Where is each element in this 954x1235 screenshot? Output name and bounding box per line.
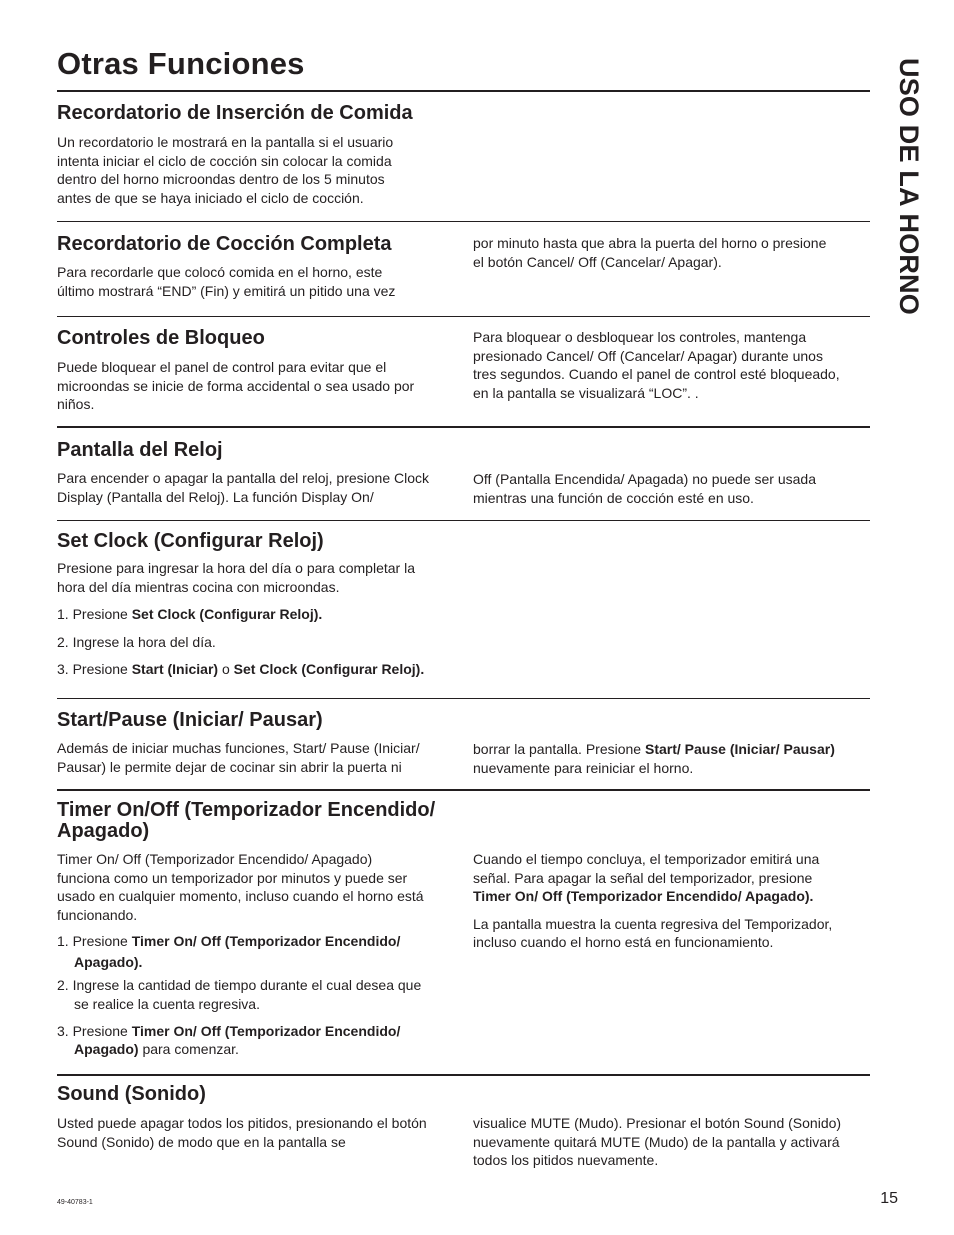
text-line: dentro del horno microondas dentro de los 5 minutos bbox=[57, 171, 385, 188]
step-3 bbox=[57, 660, 477, 679]
text-line: Usted puede apagar todos los pitidos, presionando el botón bbox=[57, 1115, 427, 1131]
text-line: Además de iniciar muchas funciones, Start/ Pause (Iniciar/ bbox=[57, 740, 420, 756]
step-bold-text: Set Clock (Configurar Reloj). bbox=[131, 606, 323, 623]
section-set-clock bbox=[57, 530, 870, 678]
text-line: incluso cuando el horno está en funcionamiento. bbox=[473, 934, 774, 951]
text-line: señal. Para apagar la señal del temporizador, presione bbox=[473, 869, 813, 886]
step-text: 1. Presione bbox=[57, 933, 132, 950]
step-text: o bbox=[218, 661, 234, 678]
text-line: tres segundos. Cuando el panel de control esté bloqueado, bbox=[473, 366, 840, 383]
step-3 bbox=[57, 1022, 457, 1059]
section-body-right bbox=[473, 740, 873, 777]
section-divider bbox=[57, 426, 870, 428]
section-body bbox=[57, 133, 457, 207]
section-heading: Recordatorio de Inserción de Comida bbox=[57, 102, 413, 124]
section-heading: Set Clock (Configurar Reloj) bbox=[57, 530, 324, 552]
text-span: borrar la pantalla. Presione bbox=[473, 741, 645, 757]
step-text: para comenzar. bbox=[138, 1041, 239, 1058]
section-heading: Recordatorio de Cocción Completa bbox=[57, 233, 392, 255]
step-text: se realice la cuenta regresiva. bbox=[74, 995, 260, 1012]
text-line: Para encender o apagar la pantalla del reloj, presione Clock bbox=[57, 470, 430, 486]
bold-text: Timer On/ Off (Temporizador Encendido/ Apagado). bbox=[473, 888, 814, 905]
section-heading: Pantalla del Reloj bbox=[57, 439, 223, 461]
text-line: todos los pitidos nuevamente. bbox=[473, 1152, 659, 1169]
step-bold-text: Set Clock (Configurar Reloj). bbox=[233, 661, 425, 678]
step-text: 3. Presione bbox=[57, 1022, 132, 1039]
text-line: intenta iniciar el ciclo de cocción sin colocar la comida bbox=[57, 152, 392, 169]
text-line: Un recordatorio le mostrará en la pantalla si el usuario bbox=[57, 134, 394, 150]
text-line: visualice MUTE (Mudo). Presionar el botón Sound (Sonido) bbox=[473, 1115, 842, 1131]
step-text: 3. Presione bbox=[57, 661, 132, 678]
side-section-tab bbox=[872, 58, 932, 350]
step-bold-text: Apagado). bbox=[74, 954, 143, 971]
text-line: Timer On/ Off (Temporizador Encendido/ Apagado) bbox=[57, 851, 373, 867]
section-control-lock bbox=[57, 327, 870, 413]
text-line: funciona como un temporizador por minutos y puede ser bbox=[57, 869, 408, 886]
text-line: mientras una función de cocción esté en uso. bbox=[473, 489, 754, 506]
section-body bbox=[57, 559, 477, 679]
page-number: 15 bbox=[880, 1190, 898, 1207]
section-body-right bbox=[473, 328, 873, 402]
text-line: el botón Cancel/ Off (Cancelar/ Apagar). bbox=[473, 253, 722, 270]
heading-line: Timer On/Off (Temporizador Encendido/ bbox=[57, 799, 436, 821]
text-line: Sound (Sonido) de modo que en la pantalla se bbox=[57, 1133, 346, 1150]
paragraph bbox=[473, 915, 873, 952]
section-body-right bbox=[473, 234, 873, 271]
section-start-pause bbox=[57, 709, 870, 776]
section-divider bbox=[57, 1074, 870, 1076]
section-body-left bbox=[57, 850, 457, 1059]
section-heading bbox=[57, 800, 870, 842]
section-divider bbox=[57, 520, 870, 521]
text-line: Para bloquear o desbloquear los controles, mantenga bbox=[473, 329, 807, 345]
text-line: usado en cualquier momento, incluso cuando el horno está bbox=[57, 888, 424, 905]
section-cooking-complete-reminder bbox=[57, 233, 870, 299]
section-divider bbox=[57, 698, 870, 699]
section-body-left bbox=[57, 739, 457, 776]
text-line: Cuando el tiempo concluya, el temporizador emitirá una bbox=[473, 851, 820, 867]
text-line: La pantalla muestra la cuenta regresiva del Temporizador, bbox=[473, 915, 833, 932]
section-body-left bbox=[57, 1114, 457, 1151]
text-line: en la pantalla se visualizará “LOC”. . bbox=[473, 384, 699, 401]
section-body-right bbox=[473, 850, 873, 952]
section-body-left bbox=[57, 469, 457, 506]
title-divider bbox=[57, 90, 870, 92]
step-1 bbox=[57, 605, 477, 624]
section-clock-display bbox=[57, 439, 870, 506]
document-code: 49-40783-1 bbox=[57, 1199, 93, 1206]
step-1 bbox=[57, 931, 457, 973]
text-line: microondas se inicie de forma accidental o sea usado por bbox=[57, 377, 415, 394]
text-line: Off (Pantalla Encendida/ Apagada) no puede ser usada bbox=[473, 471, 816, 487]
step-2 bbox=[57, 976, 457, 1013]
page-title: Otras Funciones bbox=[57, 46, 305, 81]
text-line: Display (Pantalla del Reloj). La función Display On/ bbox=[57, 488, 374, 505]
step-text: 2. Ingrese la cantidad de tiempo durante el cual desea que bbox=[57, 977, 422, 994]
text-line: Pausar) le permite dejar de cocinar sin abrir la puerta ni bbox=[57, 758, 402, 775]
step-bold-text: Timer On/ Off (Temporizador Encendido/ bbox=[131, 1022, 401, 1039]
section-divider bbox=[57, 316, 870, 317]
heading-line: Apagado) bbox=[57, 820, 150, 842]
text-line: Para recordarle que colocó comida en el horno, este bbox=[57, 264, 383, 280]
step-text: 1. Presione bbox=[57, 606, 132, 623]
text-line: hora del día mientras cocina con microondas. bbox=[57, 578, 340, 595]
text-line bbox=[473, 740, 873, 759]
text-line: presionado Cancel/ Off (Cancelar/ Apagar) durante unos bbox=[473, 347, 823, 364]
step-bold-text: Timer On/ Off (Temporizador Encendido/ bbox=[131, 933, 401, 950]
text-line: último mostrará “END” (Fin) y emitirá un pitido una vez bbox=[57, 282, 396, 299]
side-tab-label: USO DE LA HORNO bbox=[894, 58, 924, 316]
section-body-right bbox=[473, 470, 873, 507]
section-heading: Controles de Bloqueo bbox=[57, 327, 265, 349]
text-line: Presione para ingresar la hora del día o para completar la bbox=[57, 560, 415, 576]
text-line: Puede bloquear el panel de control para evitar que el bbox=[57, 359, 387, 375]
step-2: 2. Ingrese la hora del día. bbox=[57, 633, 216, 650]
section-body-left bbox=[57, 358, 457, 414]
section-heading: Start/Pause (Iniciar/ Pausar) bbox=[57, 709, 323, 731]
section-divider bbox=[57, 221, 870, 222]
text-line bbox=[473, 887, 873, 906]
section-heading: Sound (Sonido) bbox=[57, 1083, 206, 1105]
step-bold-text: Apagado) bbox=[74, 1041, 139, 1058]
text-line: funcionando. bbox=[57, 906, 138, 923]
section-timer-on-off bbox=[57, 799, 870, 1058]
text-line: antes de que se haya iniciado el ciclo de cocción. bbox=[57, 189, 364, 206]
text-line: nuevamente para reiniciar el horno. bbox=[473, 759, 694, 776]
bold-text: Start/ Pause (Iniciar/ Pausar) bbox=[645, 741, 835, 757]
text-line: nuevamente quitará MUTE (Mudo) de la pantalla y activará bbox=[473, 1133, 840, 1150]
step-bold-text: Start (Iniciar) bbox=[131, 661, 219, 678]
text-line: por minuto hasta que abra la puerta del horno o presione bbox=[473, 235, 827, 251]
section-body-left bbox=[57, 263, 457, 300]
text-line: niños. bbox=[57, 396, 95, 413]
section-body-right bbox=[473, 1114, 873, 1170]
section-sound bbox=[57, 1083, 870, 1169]
section-divider bbox=[57, 789, 870, 791]
section-food-insertion-reminder bbox=[57, 102, 870, 206]
